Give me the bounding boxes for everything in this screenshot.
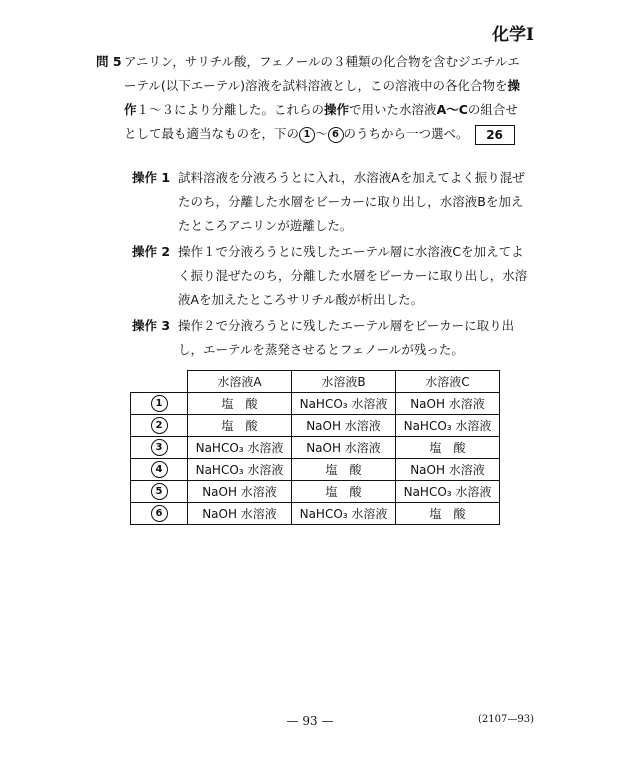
table-cell: NaOH 水溶液 xyxy=(188,503,292,525)
table-header-row xyxy=(131,371,500,393)
question-emphasis: 操作 xyxy=(124,78,521,117)
question-text xyxy=(124,50,526,146)
table-cell: 塩 酸 xyxy=(292,481,396,503)
question-text-part: の組合せとして最も適当なものを，下の xyxy=(124,102,518,141)
table-row xyxy=(131,415,500,437)
choice-range-separator: ～ xyxy=(315,126,328,141)
table-header-b: 水溶液B xyxy=(292,371,396,393)
row-number: 5 xyxy=(151,483,168,500)
table-cell: NaHCO₃ 水溶液 xyxy=(188,437,292,459)
table-cell: NaOH 水溶液 xyxy=(188,481,292,503)
table-cell: 塩 酸 xyxy=(396,503,500,525)
subject-title: 化学Ⅰ xyxy=(492,25,534,45)
row-number: 1 xyxy=(151,395,168,412)
page-code: (2107—93) xyxy=(478,714,534,725)
question-text-part: アニリン，サリチル酸，フェノールの３種類の化合物を含むジエチルエーテル(以下エーテル)溶液を試料溶液とし，この溶液中の各化合物を xyxy=(124,54,520,93)
table-cell: NaOH 水溶液 xyxy=(292,415,396,437)
question-text-part: で用いた水溶液 xyxy=(349,102,437,117)
table-row xyxy=(131,503,500,525)
row-number-cell xyxy=(131,503,188,525)
answer-choices-table xyxy=(130,370,500,525)
choice-number-last: 6 xyxy=(328,127,344,143)
page-number: — 93 — xyxy=(286,714,334,728)
table-cell: 塩 酸 xyxy=(188,415,292,437)
question-emphasis: A～C xyxy=(436,102,468,117)
table-cell: NaOH 水溶液 xyxy=(396,393,500,415)
operation-label: 操作 1 xyxy=(132,170,171,185)
row-number-cell xyxy=(131,393,188,415)
table-cell: NaOH 水溶液 xyxy=(396,459,500,481)
question-text-part: のうちから一つ選べ。 xyxy=(343,126,469,141)
operation-1 xyxy=(132,166,532,238)
row-number: 6 xyxy=(151,505,168,522)
row-number: 2 xyxy=(151,417,168,434)
answer-box: 26 xyxy=(475,125,515,145)
table-cell: NaHCO₃ 水溶液 xyxy=(396,415,500,437)
operation-3 xyxy=(132,314,532,362)
row-number-cell xyxy=(131,437,188,459)
table-row xyxy=(131,459,500,481)
row-number: 3 xyxy=(151,439,168,456)
operation-label: 操作 3 xyxy=(132,318,171,333)
table-cell: 塩 酸 xyxy=(292,459,396,481)
row-number-cell xyxy=(131,459,188,481)
operation-label: 操作 2 xyxy=(132,244,171,259)
table-header-a: 水溶液A xyxy=(188,371,292,393)
question-block xyxy=(96,50,526,146)
choice-range xyxy=(299,122,344,146)
operation-text: 操作２で分液ろうとに残したエーテル層をビーカーに取り出し，エーテルを蒸発させるとフェノールが残った。 xyxy=(178,318,515,357)
table-cell: 塩 酸 xyxy=(188,393,292,415)
table-cell: NaHCO₃ 水溶液 xyxy=(188,459,292,481)
question-text-part: １～３により分離した。これらの xyxy=(136,102,325,117)
operation-text: 操作１で分液ろうとに残したエーテル層に水溶液Cを加えてよく振り混ぜたのち，分離した水層をビーカーに取り出し，水溶液Aを加えたところサリチル酸が析出した。 xyxy=(178,244,528,307)
table-corner xyxy=(131,371,188,393)
table-cell: NaHCO₃ 水溶液 xyxy=(292,393,396,415)
table-header-c: 水溶液C xyxy=(396,371,500,393)
table-row xyxy=(131,481,500,503)
table-cell: NaOH 水溶液 xyxy=(292,437,396,459)
table-cell: NaHCO₃ 水溶液 xyxy=(396,481,500,503)
table-cell: NaHCO₃ 水溶液 xyxy=(292,503,396,525)
operation-text: 試料溶液を分液ろうとに入れ，水溶液Aを加えてよく振り混ぜたのち，分離した水層をビーカーに取り出し，水溶液Bを加えたところアニリンが遊離した。 xyxy=(178,170,525,233)
table-cell: 塩 酸 xyxy=(396,437,500,459)
table-row xyxy=(131,437,500,459)
operation-2 xyxy=(132,240,532,312)
question-label: 問 5 xyxy=(96,54,122,69)
row-number: 4 xyxy=(151,461,168,478)
question-emphasis: 操作 xyxy=(324,102,350,117)
row-number-cell xyxy=(131,415,188,437)
table-row xyxy=(131,393,500,415)
choice-number-first: 1 xyxy=(299,127,315,143)
row-number-cell xyxy=(131,481,188,503)
operations-list xyxy=(132,166,532,364)
